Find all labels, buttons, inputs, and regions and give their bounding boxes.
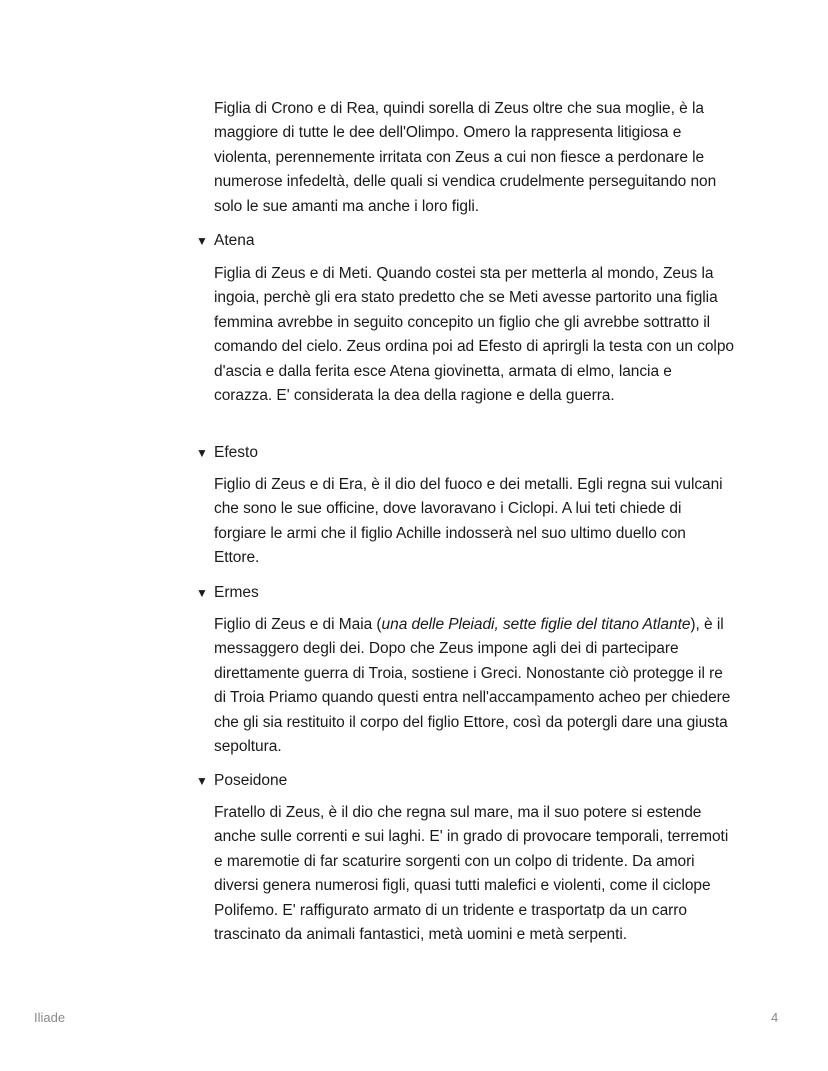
ermes-text-italic: una delle Pleiadi, sette figlie del titano Atlante bbox=[381, 616, 691, 633]
ermes-paragraph bbox=[214, 613, 734, 759]
disclosure-triangle-icon: ▼ bbox=[196, 774, 208, 788]
section-toggle-ermes[interactable] bbox=[196, 581, 259, 605]
section-title-poseidone: Poseidone bbox=[214, 772, 288, 789]
ermes-text-end: ), è il messaggero degli dei. Dopo che Zeus impone agli dei di partecipare direttamente guerra di Troia, sostiene i Greci. Nonostante ciò protegge il re di Troia Priamo quando questi entra nell'accampamento acheo per chiedere che gli sia restituito il corpo del figlio Ettore, così da potergli dare una giusta sepoltura. bbox=[214, 616, 731, 756]
section-title-atena: Atena bbox=[214, 232, 255, 249]
section-toggle-efesto[interactable] bbox=[196, 441, 258, 465]
poseidone-paragraph: Fratello di Zeus, è il dio che regna sul mare, ma il suo potere si estende anche sulle correnti e sui laghi. E' in grado di provocare temporali, terremoti e maremotie di far scaturire sorgenti con un colpo di tridente. Da amori diversi genera numerosi figli, quasi tutti malefici e violenti, come il ciclope Polifemo. E' raffigurato armato di un tridente e trasportatp da un carro trascinato da animali fantastici, metà uomini e metà serpenti. bbox=[214, 804, 729, 944]
section-toggle-atena[interactable] bbox=[196, 229, 255, 253]
disclosure-triangle-icon: ▼ bbox=[196, 446, 208, 460]
era-paragraph: Figlia di Crono e di Rea, quindi sorella di Zeus oltre che sua moglie, è la maggiore di tutte le dee dell'Olimpo. Omero la rappresenta litigiosa e violenta, perennemente irritata con Zeus a cui non fiesce a perdonare le numerose infedeltà, delle quali si vendica crudelmente perseguitando non solo le sue amanti ma anche i loro figli. bbox=[214, 100, 717, 215]
section-title-ermes: Ermes bbox=[214, 584, 259, 601]
atena-paragraph: Figlia di Zeus e di Meti. Quando costei sta per metterla al mondo, Zeus la ingoia, perchè gli era stato predetto che se Meti avesse partorito una figlia femmina avrebbe in seguito concepito un figlio che gli avrebbe sottratto il comando del cielo. Zeus ordina poi ad Efesto di aprirgli la testa con un colpo d'ascia e dalla ferita esce Atena giovinetta, armata di elmo, lancia e corazza. E' considerata la dea della ragione e della guerra. bbox=[214, 265, 734, 405]
disclosure-triangle-icon: ▼ bbox=[196, 586, 208, 600]
efesto-paragraph: Figlio di Zeus e di Era, è il dio del fuoco e dei metalli. Egli regna sui vulcani che sono le sue officine, dove lavoravano i Ciclopi. A lui teti chiede di forgiare le armi che il figlio Achille indosserà nel suo ultimo duello con Ettore. bbox=[214, 476, 723, 567]
ermes-text-start: Figlio di Zeus e di Maia ( bbox=[214, 616, 382, 633]
section-title-efesto: Efesto bbox=[214, 444, 258, 461]
disclosure-triangle-icon: ▼ bbox=[196, 234, 208, 248]
section-toggle-poseidone[interactable] bbox=[196, 769, 287, 793]
footer-document-title: Iliade bbox=[34, 1010, 66, 1025]
footer-page-number: 4 bbox=[771, 1010, 779, 1025]
